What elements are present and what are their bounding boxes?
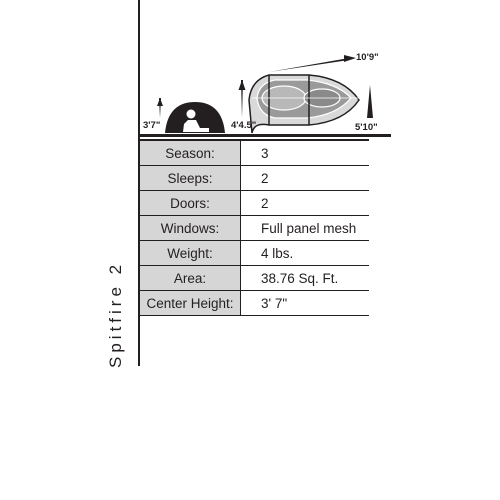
spec-row-season — [140, 140, 369, 166]
spec-row-center-height — [140, 291, 369, 316]
spec-value: 3' 7" — [241, 291, 370, 316]
product-name: Spitfire 2 — [106, 260, 125, 368]
tent-diagram — [139, 40, 391, 138]
spec-row-weight — [140, 241, 369, 266]
spec-label: Area: — [140, 266, 241, 291]
spec-label: Windows: — [140, 216, 241, 241]
length-arrow-tip — [344, 55, 356, 62]
spec-label: Center Height: — [140, 291, 241, 316]
spec-value: 2 — [241, 191, 370, 216]
spec-row-sleeps — [140, 166, 369, 191]
spec-value: 2 — [241, 166, 370, 191]
length-label: 10'9" — [356, 52, 379, 63]
rear-height-label: 4'4.5" — [231, 120, 257, 131]
tent-diagram-svg — [139, 40, 391, 138]
spec-value: Full panel mesh — [241, 216, 370, 241]
spec-row-windows — [140, 216, 369, 241]
width-label: 5'10" — [355, 122, 378, 133]
spec-row-doors — [140, 191, 369, 216]
tent-top-view — [249, 75, 359, 133]
width-arrow — [367, 85, 373, 118]
spec-row-area — [140, 266, 369, 291]
length-arrow — [269, 58, 349, 72]
spec-value: 4 lbs. — [241, 241, 370, 266]
front-height-arrow-tip — [157, 98, 163, 106]
spec-label: Doors: — [140, 191, 241, 216]
spec-label: Season: — [140, 140, 241, 166]
spec-label: Sleeps: — [140, 166, 241, 191]
front-height-label: 3'7" — [143, 120, 161, 131]
spec-table — [140, 139, 369, 316]
ground-line — [139, 134, 391, 137]
spec-label: Weight: — [140, 241, 241, 266]
spec-value: 38.76 Sq. Ft. — [241, 266, 370, 291]
rear-height-arrow-tip — [239, 80, 246, 90]
spec-value: 3 — [241, 140, 370, 166]
